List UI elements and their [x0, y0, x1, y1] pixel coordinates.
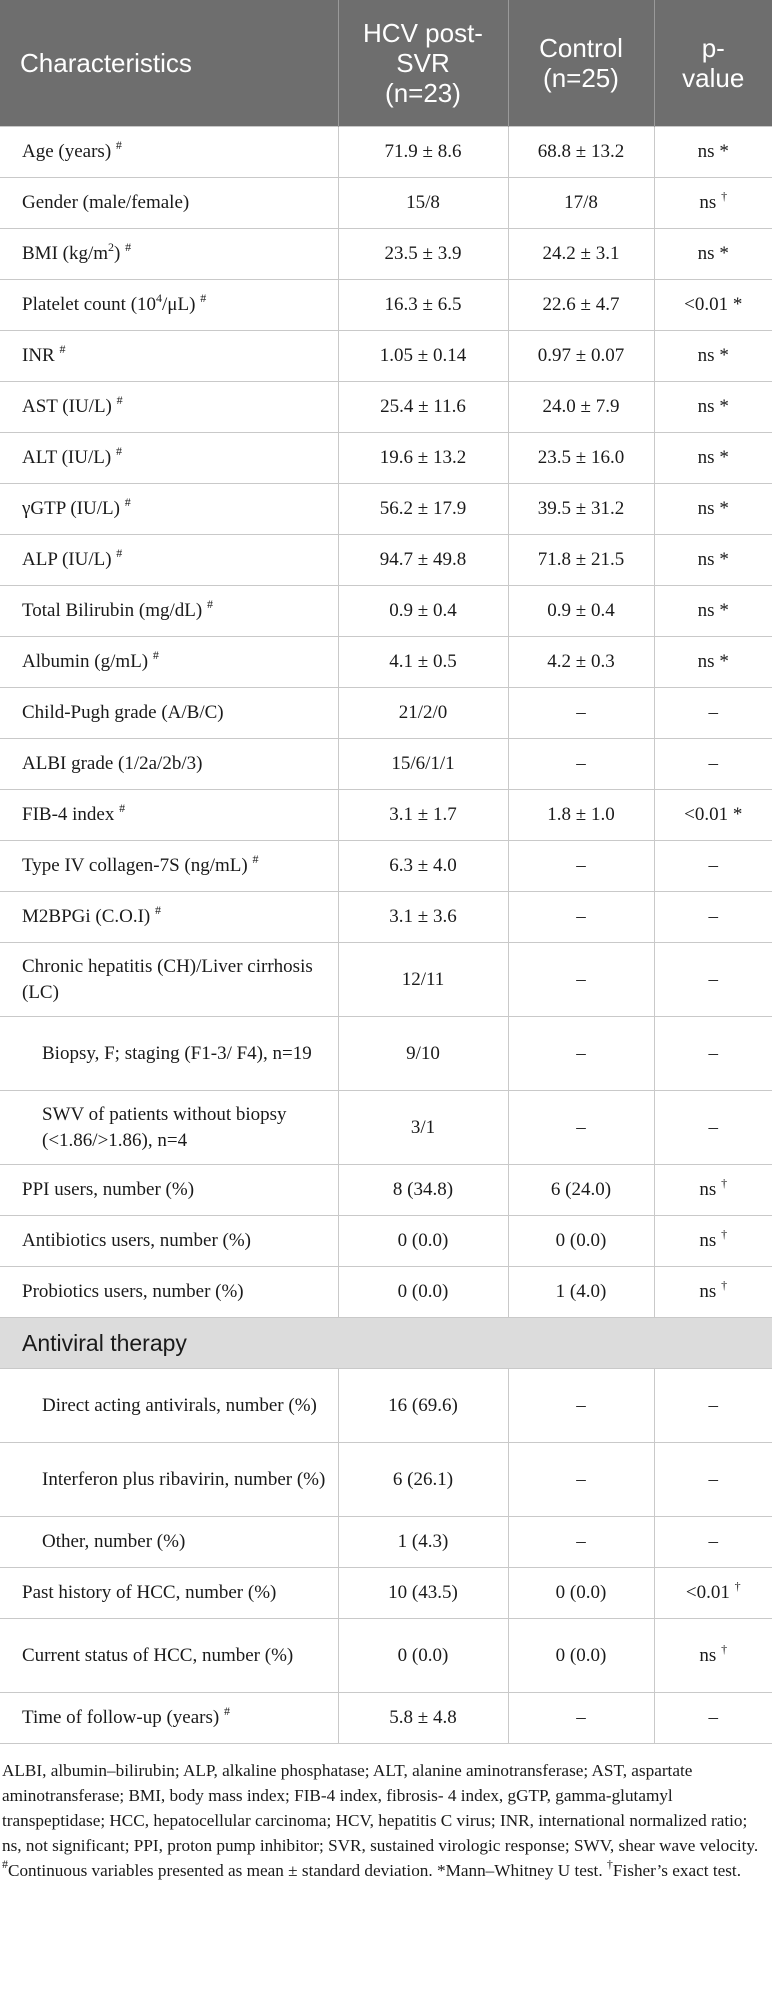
control-cell: 39.5 ± 31.2	[508, 484, 654, 535]
table-row	[0, 535, 772, 586]
hcv-cell: 15/8	[338, 178, 508, 229]
row-label: Interferon plus ribavirin, number (%)	[0, 1443, 338, 1517]
control-cell: –	[508, 892, 654, 943]
row-label: Antibiotics users, number (%)	[0, 1216, 338, 1267]
footnote-hash-mark: #	[2, 1857, 8, 1871]
control-cell: 22.6 ± 4.7	[508, 280, 654, 331]
footnote-abbreviations: ALBI, albumin–bilirubin; ALP, alkaline phosphatase; ALT, alanine aminotransferase; AST, aspartate aminotransferase; BMI, body mass index; FIB-4 index, fibrosis- 4 index, gGTP, gamma-glutamyl transpeptidase; HCC, hepatocellular carcinoma; HCV, hepatitis C virus; INR, international normalized ratio; ns, not significant; PPI, proton pump inhibitor; SVR, sustained virologic response; SWV, shear wave velocity.	[2, 1761, 759, 1855]
hcv-cell: 5.8 ± 4.8	[338, 1693, 508, 1744]
hcv-cell: 15/6/1/1	[338, 739, 508, 790]
control-cell: –	[508, 841, 654, 892]
table-row	[0, 1017, 772, 1091]
table-row	[0, 637, 772, 688]
row-label: Albumin (g/mL) #	[0, 637, 338, 688]
p-value-cell: ns *	[654, 433, 772, 484]
hcv-cell: 1.05 ± 0.14	[338, 331, 508, 382]
header-hcv: HCV post- SVR (n=23)	[338, 0, 508, 127]
hcv-cell: 3.1 ± 3.6	[338, 892, 508, 943]
footnote-star-text: *Mann–Whitney U test.	[436, 1861, 603, 1880]
p-value-cell: ns *	[654, 229, 772, 280]
row-label: FIB-4 index #	[0, 790, 338, 841]
control-cell: 24.0 ± 7.9	[508, 382, 654, 433]
hcv-cell: 0 (0.0)	[338, 1216, 508, 1267]
row-label: Type IV collagen-7S (ng/mL) #	[0, 841, 338, 892]
table-row	[0, 280, 772, 331]
control-cell: –	[508, 1091, 654, 1165]
p-value-cell: –	[654, 1693, 772, 1744]
row-label: Gender (male/female)	[0, 178, 338, 229]
control-cell: 4.2 ± 0.3	[508, 637, 654, 688]
table-row	[0, 1693, 772, 1744]
p-value-cell: <0.01 *	[654, 790, 772, 841]
control-cell: –	[508, 943, 654, 1017]
control-cell: 0 (0.0)	[508, 1568, 654, 1619]
row-label: INR #	[0, 331, 338, 382]
p-value-cell: –	[654, 892, 772, 943]
p-value-cell: –	[654, 1517, 772, 1568]
hcv-cell: 25.4 ± 11.6	[338, 382, 508, 433]
table-row	[0, 1568, 772, 1619]
p-value-cell: –	[654, 739, 772, 790]
hcv-cell: 3/1	[338, 1091, 508, 1165]
row-label: SWV of patients without biopsy (<1.86/>1.86), n=4	[0, 1091, 338, 1165]
table-row	[0, 229, 772, 280]
table-row	[0, 484, 772, 535]
hcv-cell: 10 (43.5)	[338, 1568, 508, 1619]
p-value-cell: –	[654, 688, 772, 739]
row-label: γGTP (IU/L) #	[0, 484, 338, 535]
table-row	[0, 1165, 772, 1216]
row-label: Other, number (%)	[0, 1517, 338, 1568]
table-row	[0, 1443, 772, 1517]
table-footnote	[0, 1744, 772, 1883]
hcv-cell: 0 (0.0)	[338, 1619, 508, 1693]
hcv-cell: 16.3 ± 6.5	[338, 280, 508, 331]
hcv-cell: 0.9 ± 0.4	[338, 586, 508, 637]
table-row	[0, 433, 772, 484]
p-value-cell: ns *	[654, 331, 772, 382]
table-row	[0, 943, 772, 1017]
p-value-cell: ns *	[654, 637, 772, 688]
header-control: Control (n=25)	[508, 0, 654, 127]
row-label: Platelet count $(10^4/\mu L)$ #	[0, 280, 338, 331]
row-label: Total Bilirubin (mg/dL) #	[0, 586, 338, 637]
table-row	[0, 382, 772, 433]
control-cell: –	[508, 1017, 654, 1091]
table-row	[0, 790, 772, 841]
row-label: Past history of HCC, number (%)	[0, 1568, 338, 1619]
control-cell: 0 (0.0)	[508, 1619, 654, 1693]
row-label: Current status of HCC, number (%)	[0, 1619, 338, 1693]
section-title: Antiviral therapy	[0, 1318, 772, 1369]
footnote-dagger-mark: †	[606, 1857, 613, 1871]
table-row	[0, 1091, 772, 1165]
row-label: ALP (IU/L) #	[0, 535, 338, 586]
row-label: ALT (IU/L) #	[0, 433, 338, 484]
row-label: ALBI grade (1/2a/2b/3)	[0, 739, 338, 790]
control-cell: 24.2 ± 3.1	[508, 229, 654, 280]
row-label: M2BPGi (C.O.I) #	[0, 892, 338, 943]
control-cell: –	[508, 1443, 654, 1517]
control-cell: 68.8 ± 13.2	[508, 127, 654, 178]
hcv-cell: 6 (26.1)	[338, 1443, 508, 1517]
table-row	[0, 1216, 772, 1267]
hcv-cell: 1 (4.3)	[338, 1517, 508, 1568]
p-value-cell: ns †	[654, 1619, 772, 1693]
hcv-cell: 3.1 ± 1.7	[338, 790, 508, 841]
control-cell: 0.97 ± 0.07	[508, 331, 654, 382]
table-row	[0, 688, 772, 739]
p-value-cell: ns *	[654, 382, 772, 433]
row-label: Time of follow-up (years) #	[0, 1693, 338, 1744]
hcv-cell: 12/11	[338, 943, 508, 1017]
control-cell: –	[508, 1369, 654, 1443]
p-value-cell: ns *	[654, 586, 772, 637]
table-row	[0, 127, 772, 178]
p-value-cell: ns †	[654, 178, 772, 229]
hcv-cell: 16 (69.6)	[338, 1369, 508, 1443]
p-value-cell: –	[654, 841, 772, 892]
hcv-cell: 8 (34.8)	[338, 1165, 508, 1216]
hcv-cell: 6.3 ± 4.0	[338, 841, 508, 892]
table-row	[0, 739, 772, 790]
p-value-cell: ns †	[654, 1165, 772, 1216]
control-cell: –	[508, 688, 654, 739]
control-cell: 1.8 ± 1.0	[508, 790, 654, 841]
control-cell: –	[508, 739, 654, 790]
hcv-cell: 4.1 ± 0.5	[338, 637, 508, 688]
table-row	[0, 1517, 772, 1568]
row-label: Biopsy, F; staging (F1-3/ F4), n=19	[0, 1017, 338, 1091]
control-cell: 0 (0.0)	[508, 1216, 654, 1267]
header-characteristics: Characteristics	[0, 0, 338, 127]
hcv-cell: 21/2/0	[338, 688, 508, 739]
control-cell: –	[508, 1693, 654, 1744]
table-row	[0, 1619, 772, 1693]
p-value-cell: ns *	[654, 535, 772, 586]
table-row	[0, 1267, 772, 1318]
hcv-cell: 0 (0.0)	[338, 1267, 508, 1318]
p-value-cell: –	[654, 943, 772, 1017]
p-value-cell: –	[654, 1443, 772, 1517]
table-row	[0, 178, 772, 229]
footnote-dagger-text: Fisher’s exact test.	[612, 1861, 742, 1880]
row-label: Direct acting antivirals, number (%)	[0, 1369, 338, 1443]
p-value-cell: –	[654, 1017, 772, 1091]
p-value-cell: –	[654, 1369, 772, 1443]
table-row	[0, 841, 772, 892]
control-cell: 0.9 ± 0.4	[508, 586, 654, 637]
row-label: Child-Pugh grade (A/B/C)	[0, 688, 338, 739]
header-p-value: p- value	[654, 0, 772, 127]
table-body	[0, 127, 772, 1744]
table-row	[0, 892, 772, 943]
control-cell: 1 (4.0)	[508, 1267, 654, 1318]
row-label: Probiotics users, number (%)	[0, 1267, 338, 1318]
hcv-cell: 71.9 ± 8.6	[338, 127, 508, 178]
control-cell: 23.5 ± 16.0	[508, 433, 654, 484]
hcv-cell: 19.6 ± 13.2	[338, 433, 508, 484]
table-row	[0, 1369, 772, 1443]
footnote-hash-text: Continuous variables presented as mean ± standard deviation.	[8, 1861, 433, 1880]
p-value-cell: <0.01 †	[654, 1568, 772, 1619]
control-cell: –	[508, 1517, 654, 1568]
table-row	[0, 586, 772, 637]
row-label: AST (IU/L) #	[0, 382, 338, 433]
table-header	[0, 0, 772, 127]
p-value-cell: –	[654, 1091, 772, 1165]
row-label: PPI users, number (%)	[0, 1165, 338, 1216]
control-cell: 17/8	[508, 178, 654, 229]
table-row	[0, 331, 772, 382]
p-value-cell: ns †	[654, 1267, 772, 1318]
p-value-cell: ns †	[654, 1216, 772, 1267]
control-cell: 71.8 ± 21.5	[508, 535, 654, 586]
hcv-cell: 9/10	[338, 1017, 508, 1091]
hcv-cell: 56.2 ± 17.9	[338, 484, 508, 535]
hcv-cell: 23.5 ± 3.9	[338, 229, 508, 280]
hcv-cell: 94.7 ± 49.8	[338, 535, 508, 586]
p-value-cell: ns *	[654, 127, 772, 178]
row-label: Chronic hepatitis (CH)/Liver cirrhosis (LC)	[0, 943, 338, 1017]
control-cell: 6 (24.0)	[508, 1165, 654, 1216]
section-row	[0, 1318, 772, 1369]
row-label: Age (years) #	[0, 127, 338, 178]
p-value-cell: <0.01 *	[654, 280, 772, 331]
row-label: BMI $(kg/m^2)$ #	[0, 229, 338, 280]
p-value-cell: ns *	[654, 484, 772, 535]
